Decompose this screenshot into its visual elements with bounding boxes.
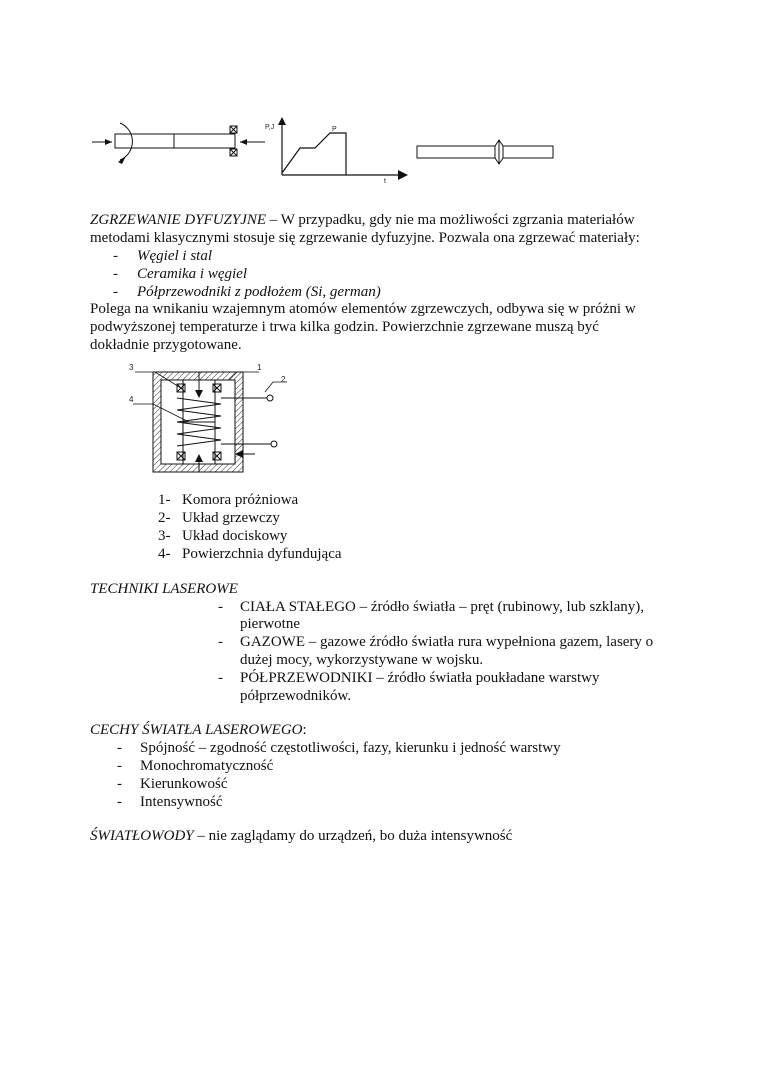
cecha-item-3: Kierunkowość: [140, 776, 228, 792]
material-bullet-1: -: [113, 248, 118, 264]
dyfuzyjne-para-line3: dokładnie przygotowane.: [90, 337, 242, 353]
dyfuzyjne-para-line2: podwyższonej temperaturze i trwa kilka godzin. Powierzchnie zgrzewane muszą być: [90, 319, 599, 335]
chamber-label-3: 3: [129, 363, 134, 372]
welded-bar-diagram: [415, 136, 557, 170]
swiatlowody-line: [90, 827, 512, 845]
cecha-item-4: Intensywność: [140, 794, 223, 810]
laser-item-2-line1: GAZOWE – gazowe źródło światła rura wypełniona gazem, lasery o: [240, 634, 654, 650]
legend-num-2: 2-: [158, 510, 171, 526]
vacuum-chamber-diagram: [125, 358, 300, 483]
swiatlowody-rest: – nie zaglądamy do urządzeń, bo duża intensywność: [193, 828, 513, 844]
legend-text-3: Układ dociskowy: [182, 528, 288, 544]
legend-num-3: 3-: [158, 528, 171, 544]
legend-text-4: Powierzchnia dyfundująca: [182, 546, 342, 562]
dyfuzyjne-intro-rest: – W przypadku, gdy nie ma możliwości zgrzania materiałów: [266, 212, 635, 228]
legend-text-1: Komora próżniowa: [182, 492, 299, 508]
laser-bullet-1: -: [218, 599, 223, 615]
laser-item-3-line2: półprzewodników.: [240, 688, 352, 704]
laser-item-1-line1: CIAŁA STAŁEGO – źródło światła – pręt (rubinowy, lub szklany),: [240, 599, 645, 615]
laser-item-1-line2: pierwotne: [240, 616, 300, 632]
cechy-heading-line: [90, 721, 307, 739]
laser-item-2-line2: dużej mocy, wykorzystywane w wojsku.: [240, 652, 484, 668]
dyfuzyjne-heading: ZGRZEWANIE DYFUZYJNE: [90, 212, 267, 228]
laser-item-3-line1: PÓŁPRZEWODNIKI – źródło światła poukładane warstwy: [240, 670, 600, 686]
material-item-2: Ceramika i węgiel: [137, 266, 247, 282]
chamber-label-2: 2: [281, 375, 286, 384]
cechy-colon: :: [302, 722, 307, 738]
graph-x-label: t: [384, 178, 386, 185]
laser-bullet-2: -: [218, 634, 223, 650]
legend-text-2: Układ grzewczy: [182, 510, 280, 526]
pressure-time-graph: [260, 115, 410, 185]
material-bullet-3: -: [113, 284, 118, 300]
legend-num-1: 1-: [158, 492, 171, 508]
material-bullet-2: -: [113, 266, 118, 282]
dyfuzyjne-intro-line1: [90, 211, 635, 229]
friction-welding-diagram: [90, 118, 270, 168]
chamber-label-1: 1: [257, 363, 262, 372]
material-item-3: Półprzewodniki z podłożem (Si, german): [137, 284, 381, 300]
lasery-heading: TECHNIKI LASEROWE: [90, 581, 238, 597]
cecha-bullet-4: -: [117, 794, 122, 810]
cecha-bullet-2: -: [117, 758, 122, 774]
laser-bullet-3: -: [218, 670, 223, 686]
graph-y-label: P,J: [265, 124, 275, 131]
cecha-bullet-1: -: [117, 740, 122, 756]
cecha-item-2: Monochromatyczność: [140, 758, 274, 774]
legend-num-4: 4-: [158, 546, 171, 562]
cecha-bullet-3: -: [117, 776, 122, 792]
chamber-label-4: 4: [129, 395, 134, 404]
dyfuzyjne-para-line1: Polega na wnikaniu wzajemnym atomów elementów zgrzewczych, odbywa się w próżni w: [90, 301, 636, 317]
cechy-heading: CECHY ŚWIATŁA LASEROWEGO: [90, 722, 303, 738]
material-item-1: Węgiel i stal: [137, 248, 212, 264]
swiatlowody-heading: ŚWIATŁOWODY: [90, 828, 194, 844]
graph-peak-label: P: [332, 126, 337, 133]
dyfuzyjne-intro-line2: metodami klasycznymi stosuje się zgrzewanie dyfuzyjne. Pozwala ona zgrzewać materiały:: [90, 230, 640, 246]
cecha-item-1: Spójność – zgodność częstotliwości, fazy, kierunku i jedność warstwy: [140, 740, 561, 756]
